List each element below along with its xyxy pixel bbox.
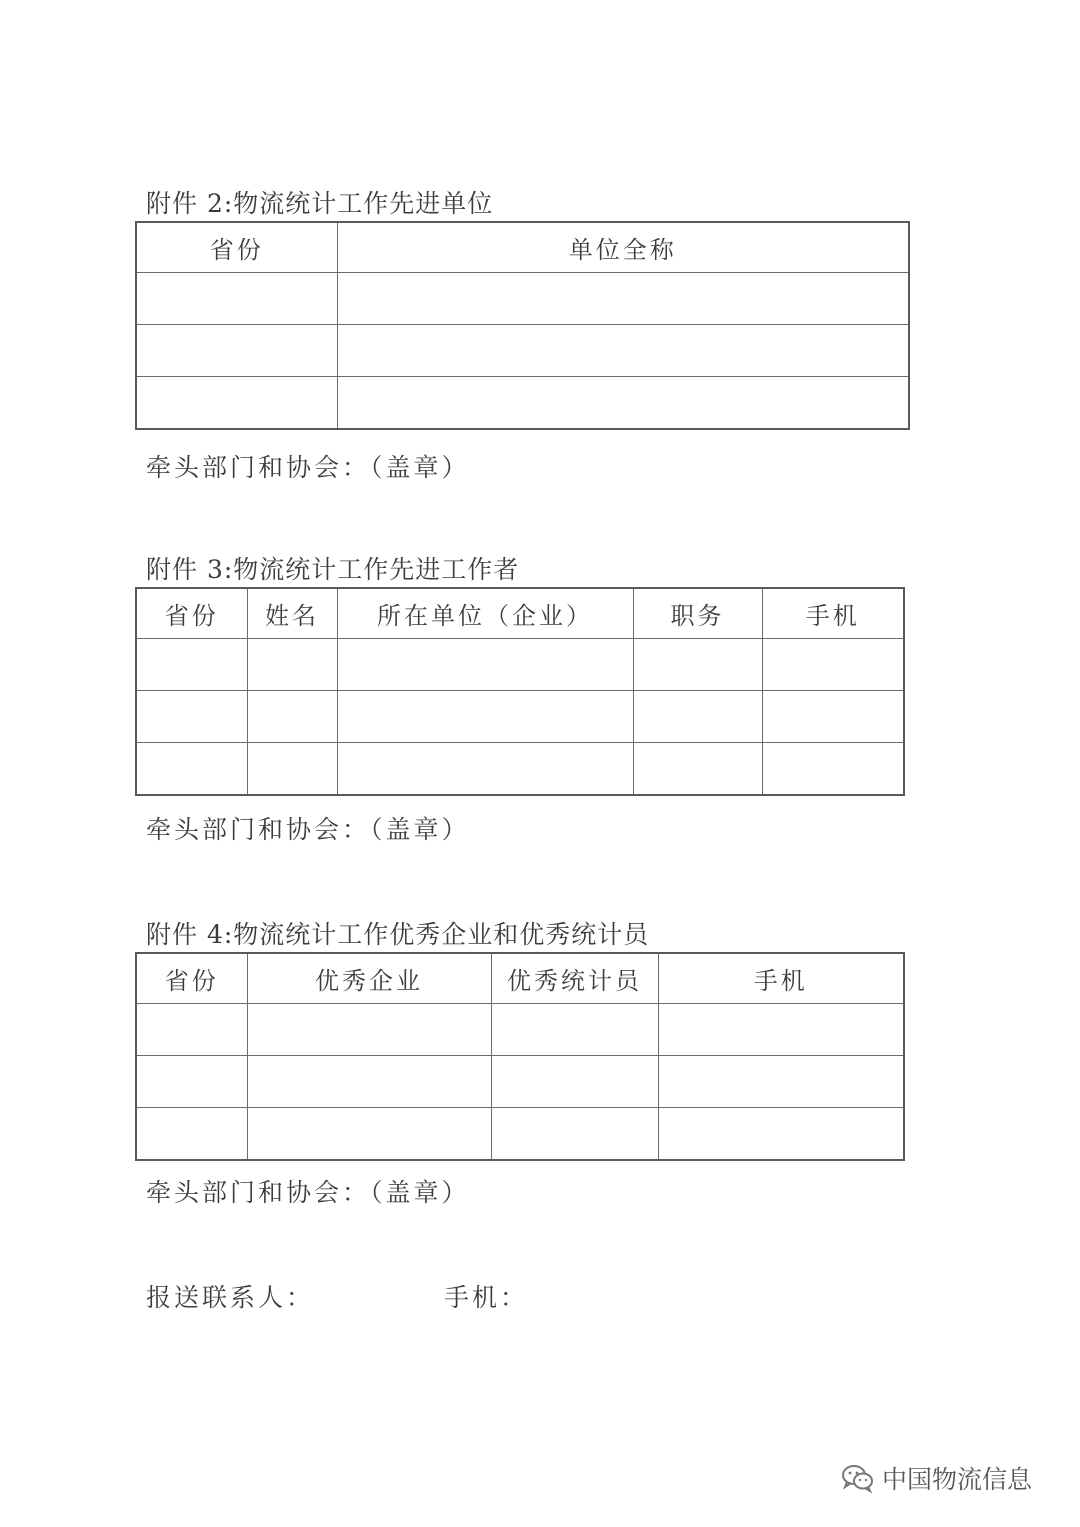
annex4-table [135, 952, 905, 1161]
table-row [136, 1004, 904, 1056]
watermark-text: 中国物流信息 [882, 1465, 1033, 1494]
table-cell [136, 743, 247, 796]
annex2-heading: 附件 2:物流统计工作先进单位 [146, 189, 494, 218]
table-cell [491, 1056, 658, 1108]
column-header: 姓名 [247, 588, 337, 639]
table-cell [136, 1056, 247, 1108]
table-row [136, 377, 909, 430]
annex2-table [135, 221, 910, 430]
annex3-stamp-line: 牵头部门和协会：（盖章） [146, 815, 470, 844]
table-cell [247, 1004, 491, 1056]
column-header: 手机 [762, 588, 904, 639]
column-header: 手机 [658, 953, 904, 1004]
contact-phone-label: 手机： [444, 1283, 529, 1312]
table-cell [337, 325, 909, 377]
column-header: 省份 [136, 222, 337, 273]
table-cell [136, 273, 337, 325]
table-cell [658, 1056, 904, 1108]
table-row [136, 639, 904, 691]
table-header-row [136, 588, 904, 639]
table-cell [762, 639, 904, 691]
annex3-table [135, 587, 905, 796]
table-cell [136, 325, 337, 377]
table-cell [491, 1108, 658, 1161]
annex4-stamp-line: 牵头部门和协会：（盖章） [146, 1178, 470, 1207]
table-header-row [136, 953, 904, 1004]
table-cell [247, 1056, 491, 1108]
table-cell [633, 639, 762, 691]
table-cell [337, 377, 909, 430]
table-header-row [136, 222, 909, 273]
watermark [840, 1460, 1032, 1496]
annex4-heading: 附件 4:物流统计工作优秀企业和优秀统计员 [146, 920, 650, 949]
table-cell [247, 1108, 491, 1161]
table-cell [136, 377, 337, 430]
table-cell [658, 1108, 904, 1161]
table-row [136, 743, 904, 796]
table-row [136, 1108, 904, 1161]
contact-person-label: 报送联系人： [146, 1283, 315, 1312]
column-header: 省份 [136, 588, 247, 639]
table-cell [658, 1004, 904, 1056]
table-cell [136, 639, 247, 691]
table-cell [136, 691, 247, 743]
column-header: 优秀企业 [247, 953, 491, 1004]
table-cell [136, 1108, 247, 1161]
column-header: 省份 [136, 953, 247, 1004]
table-cell [633, 743, 762, 796]
column-header: 优秀统计员 [491, 953, 658, 1004]
table-cell [762, 743, 904, 796]
table-cell [247, 639, 337, 691]
column-header: 单位全称 [337, 222, 909, 273]
table-row [136, 325, 909, 377]
table-cell [247, 691, 337, 743]
table-cell [337, 743, 633, 796]
table-cell [136, 1004, 247, 1056]
table-cell [337, 691, 633, 743]
table-cell [762, 691, 904, 743]
table-cell [633, 691, 762, 743]
wechat-icon [840, 1463, 876, 1493]
column-header: 所在单位（企业） [337, 588, 633, 639]
table-row [136, 691, 904, 743]
annex3-heading: 附件 3:物流统计工作先进工作者 [146, 555, 520, 584]
table-cell [491, 1004, 658, 1056]
column-header: 职务 [633, 588, 762, 639]
table-cell [337, 639, 633, 691]
annex2-stamp-line: 牵头部门和协会：（盖章） [146, 453, 470, 482]
table-cell [337, 273, 909, 325]
table-row [136, 273, 909, 325]
table-row [136, 1056, 904, 1108]
table-cell [247, 743, 337, 796]
